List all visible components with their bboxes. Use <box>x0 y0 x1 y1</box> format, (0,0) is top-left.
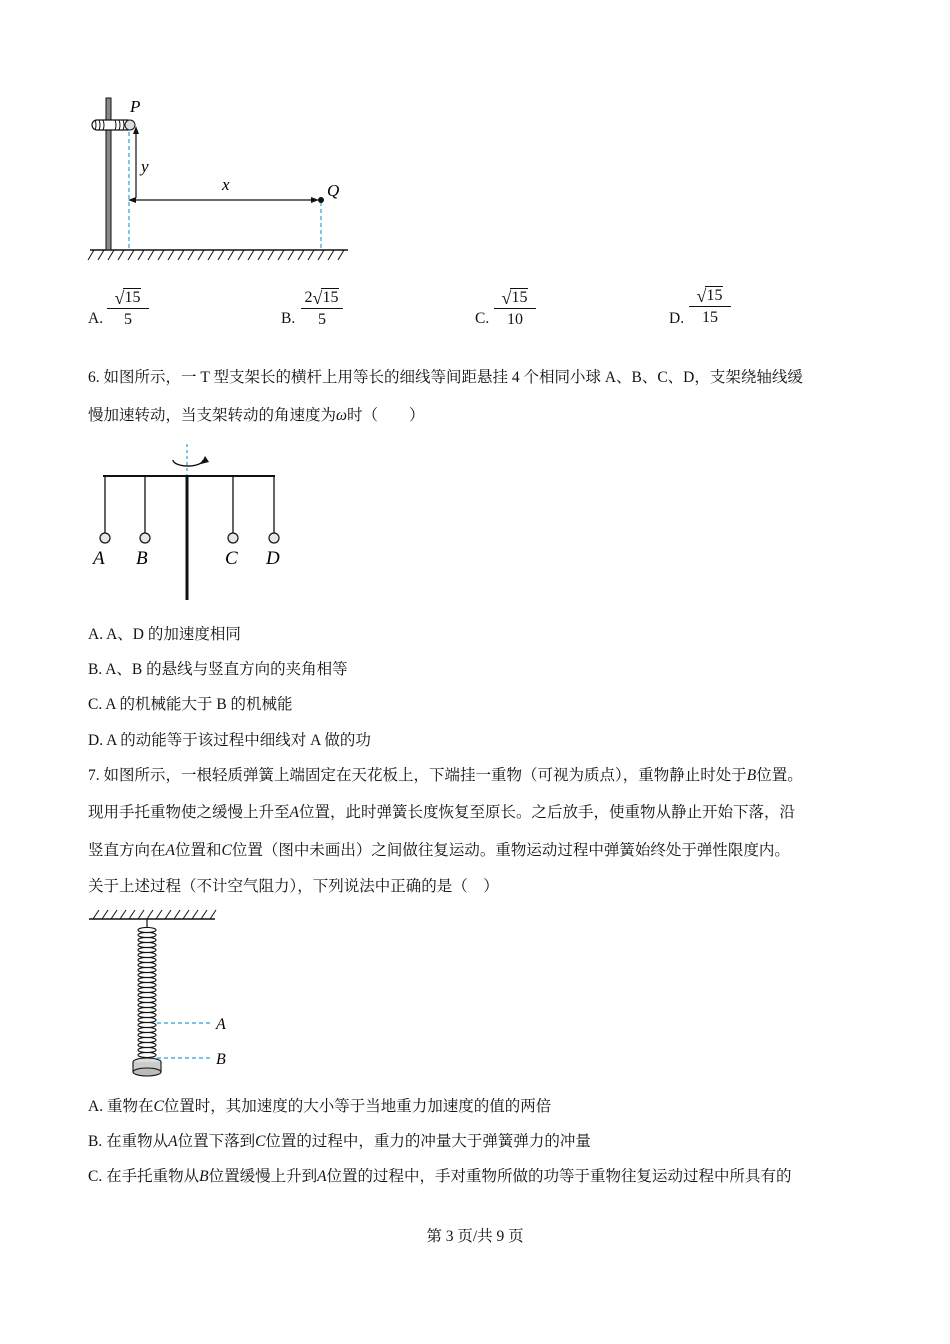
q6-option-c: C. A 的机械能大于 B 的机械能 <box>88 696 293 713</box>
label-a-position: A <box>216 1016 226 1033</box>
q7-option-b: B. 在重物从A位置下落到C位置的过程中，重力的冲量大于弹簧弹力的冲量 <box>88 1133 591 1150</box>
label-p: P <box>130 97 141 116</box>
q7-stem-line1: 7. 如图所示，一根轻质弹簧上端固定在天花板上，下端挂一重物（可视为质点），重物静止时处于B位置。 <box>88 767 803 784</box>
q6-option-a: A. A、D 的加速度相同 <box>88 626 241 643</box>
label-b: B <box>136 548 148 569</box>
q6-option-d: D. A 的动能等于该过程中细线对 A 做的功 <box>88 732 371 749</box>
label-y: y <box>141 157 149 176</box>
figure-projectile <box>80 90 370 270</box>
label-x: x <box>222 175 230 194</box>
q5-option-c-value: √ 15 10 <box>494 288 536 329</box>
q6-stem-line1: 6. 如图所示，一 T 型支架长的横杆上用等长的细线等间距悬挂 4 个相同小球 A、B、C、D，支架绕轴线缓 <box>88 369 803 386</box>
q7-option-a: A. 重物在C位置时，其加速度的大小等于当地重力加速度的值的两倍 <box>88 1098 552 1115</box>
q7-stem-line3: 竖直方向在A位置和C位置（图中未画出）之间做往复运动。重物运动过程中弹簧始终处于弹性限度内。 <box>88 842 790 859</box>
label-c: C <box>225 548 238 569</box>
label-d: D <box>266 548 280 569</box>
q5-option-a-label: A. <box>88 310 104 327</box>
q7-stem-line2: 现用手托重物使之缓慢上升至A位置，此时弹簧长度恢复至原长。之后放手，使重物从静止开始下落，沿 <box>88 804 795 821</box>
q6-option-b: B. A、B 的悬线与竖直方向的夹角相等 <box>88 661 348 678</box>
q5-option-b-label: B. <box>281 310 296 327</box>
figure-spring <box>85 905 245 1080</box>
label-b-position: B <box>216 1051 226 1068</box>
q5-option-c-label: C. <box>475 310 490 327</box>
q5-option-d-value: √ 15 15 <box>689 286 731 327</box>
label-a: A <box>93 548 105 569</box>
q5-option-d-label: D. <box>669 310 685 327</box>
q5-option-b-value: 2 √ 15 5 <box>301 288 343 329</box>
label-q: Q <box>327 181 340 200</box>
q6-stem-line2: 慢加速转动，当支架转动的角速度为ω时（ ） <box>88 407 425 424</box>
page-footer: 第 3 页/共 9 页 <box>426 1228 524 1245</box>
q5-option-a-value: √ 15 5 <box>107 288 149 329</box>
q7-stem-line4: 关于上述过程（不计空气阻力），下列说法中正确的是（ ） <box>88 878 499 895</box>
figure-t-frame <box>85 440 300 605</box>
q7-option-c: C. 在手托重物从B位置缓慢上升到A位置的过程中，手对重物所做的功等于重物往复运动过程中所具有的 <box>88 1168 792 1185</box>
